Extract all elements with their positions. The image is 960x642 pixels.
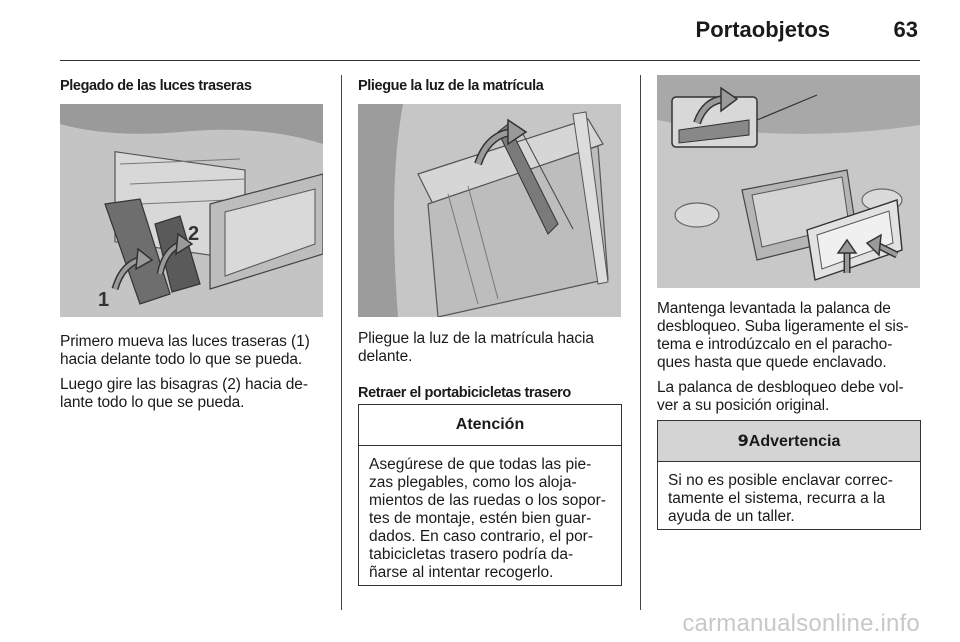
text-line: ver a su posición original. <box>657 397 830 414</box>
column-1-text <box>60 333 335 412</box>
page-number: 63 <box>893 17 918 42</box>
text-line: ñarse al intentar recogerlo. <box>369 564 554 581</box>
text-line: tabicicletas trasero podría da- <box>369 546 574 563</box>
text-line: mientos de las ruedas o los sopor- <box>369 492 606 509</box>
column-3-text <box>657 300 927 415</box>
paragraph <box>358 330 628 366</box>
paragraph <box>60 376 335 412</box>
section-heading: Plegado de las luces traseras <box>60 78 252 94</box>
warning-header <box>658 421 920 462</box>
text-line: ques hasta que quede enclavado. <box>657 354 887 371</box>
section-heading: Pliegue la luz de la matrícula <box>358 78 544 94</box>
text-line: La palanca de desbloqueo debe vol- <box>657 379 904 396</box>
figure-plate-light <box>358 104 621 317</box>
column-2-text <box>358 330 628 401</box>
page-title: Portaobjetos <box>695 17 830 42</box>
column-2 <box>358 78 628 94</box>
text-line: Pliegue la luz de la matrícula hacia <box>358 330 594 347</box>
column-1 <box>60 78 330 94</box>
section-heading: Retraer el portabicicletas trasero <box>358 385 571 401</box>
figure-label-1: 1 <box>98 289 110 311</box>
text-line: desbloqueo. Suba ligeramente el sis- <box>657 318 909 335</box>
text-line: delante. <box>358 348 413 365</box>
warning-box <box>657 420 921 530</box>
paragraph <box>657 379 927 415</box>
text-line: ayuda de un taller. <box>668 508 795 525</box>
figure-tail-lights <box>60 104 323 317</box>
watermark: carmanualsonline.info <box>682 610 920 637</box>
column-divider-2 <box>640 75 641 610</box>
text-line: Primero mueva las luces traseras (1) <box>60 333 310 350</box>
paragraph <box>657 300 927 372</box>
figure-bike-carrier <box>657 75 920 288</box>
column-divider-1 <box>341 75 342 610</box>
text-line: Asegúrese de que todas las pie- <box>369 456 592 473</box>
text-line: Si no es posible enclavar correc- <box>668 472 893 489</box>
text-line: hacia delante todo lo que se pueda. <box>60 351 303 368</box>
text-line: zas plegables, como los aloja- <box>369 474 577 491</box>
text-line: tema e introdúzcalo en el paracho- <box>657 336 893 353</box>
figure-label-2: 2 <box>188 223 200 245</box>
attention-title: Atención <box>359 405 621 446</box>
text-line: Luego gire las bisagras (2) hacia de- <box>60 376 308 393</box>
text-line: tes de montaje, estén bien guar- <box>369 510 592 527</box>
warning-body <box>658 462 920 534</box>
text-line: dados. En caso contrario, el por- <box>369 528 594 545</box>
text-line: tamente el sistema, recurra a la <box>668 490 886 507</box>
header-rule <box>60 60 920 61</box>
paragraph <box>60 333 335 369</box>
warning-icon: 9 <box>737 431 749 450</box>
warning-title: Advertencia <box>748 433 841 450</box>
attention-box <box>358 404 622 586</box>
text-line: Mantenga levantada la palanca de <box>657 300 891 317</box>
attention-body <box>359 446 621 590</box>
text-line: lante todo lo que se pueda. <box>60 394 245 411</box>
